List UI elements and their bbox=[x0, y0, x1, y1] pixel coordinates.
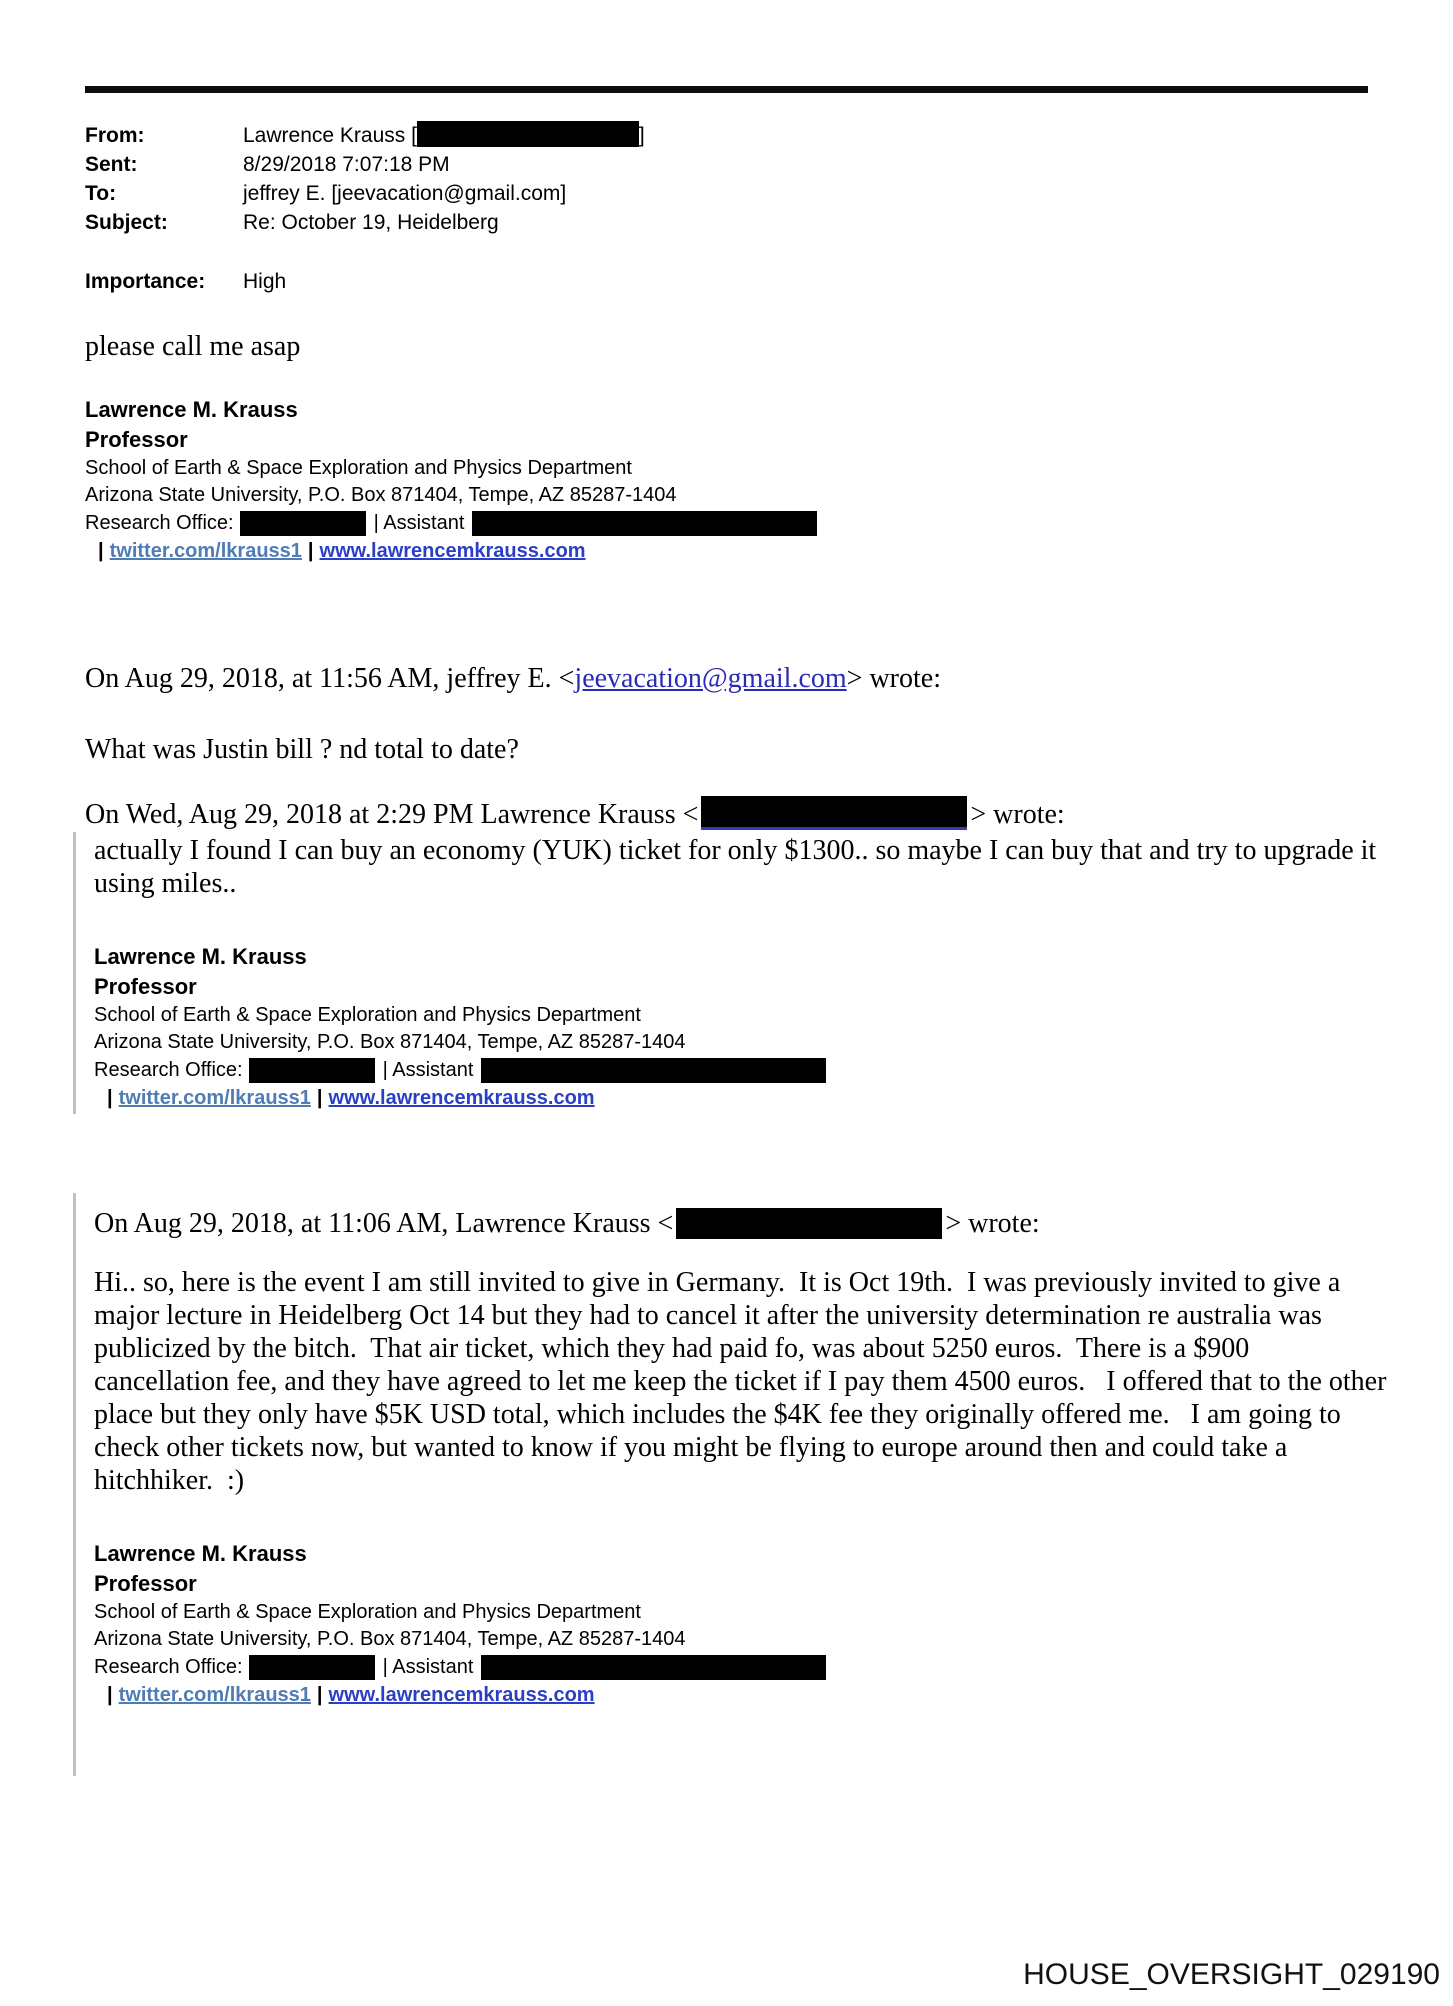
signature-links-line bbox=[94, 1681, 1388, 1709]
signature-block bbox=[94, 1539, 1388, 1709]
links-pipe: | bbox=[107, 1684, 113, 1706]
signature-title: Professor bbox=[94, 974, 197, 999]
signature-name: Lawrence M. Krauss bbox=[94, 944, 307, 969]
redaction-box-from-email bbox=[417, 121, 639, 147]
from-sender-name: Lawrence Krauss [ bbox=[243, 124, 417, 147]
quoted-header-text: On Aug 29, 2018, at 11:56 AM, jeffrey E. < bbox=[85, 663, 575, 694]
email-body-message: please call me asap bbox=[85, 331, 301, 362]
header-row-sent bbox=[85, 150, 1388, 179]
links-pipe: | bbox=[316, 1684, 323, 1706]
header-row-importance bbox=[85, 267, 1388, 296]
quoted-block-krauss-229pm bbox=[73, 832, 1388, 1114]
quoted-header-suffix: > wrote: bbox=[945, 1208, 1040, 1239]
signature-block bbox=[85, 395, 1388, 565]
research-office-label: Research Office: bbox=[94, 1059, 243, 1081]
links-pipe: | bbox=[107, 1087, 113, 1109]
signature-university: Arizona State University, P.O. Box 871404, Tempe, AZ 85287-1404 bbox=[94, 1628, 686, 1650]
website-link[interactable]: www.lawrencemkrauss.com bbox=[328, 1684, 595, 1706]
redaction-box-assistant-info bbox=[481, 1058, 826, 1083]
quoted-header-text: On Aug 29, 2018, at 11:06 AM, Lawrence Krauss < bbox=[94, 1208, 674, 1239]
from-label: From: bbox=[85, 124, 145, 147]
redaction-box-office-phone bbox=[240, 511, 366, 536]
website-link[interactable]: www.lawrencemkrauss.com bbox=[328, 1087, 595, 1109]
signature-university: Arizona State University, P.O. Box 871404, Tempe, AZ 85287-1404 bbox=[94, 1031, 686, 1053]
assistant-label: | Assistant bbox=[382, 1656, 474, 1678]
redaction-box-office-phone bbox=[249, 1058, 375, 1083]
twitter-link[interactable]: twitter.com/lkrauss1 bbox=[118, 1087, 311, 1109]
from-value-suffix: ] bbox=[638, 124, 645, 147]
twitter-link[interactable]: twitter.com/lkrauss1 bbox=[109, 540, 302, 562]
header-row-to bbox=[85, 179, 1388, 208]
redaction-box-assistant-info bbox=[472, 511, 817, 536]
quoted-header-krauss-1106am bbox=[94, 1207, 1388, 1241]
bates-number: HOUSE_OVERSIGHT_029190 bbox=[1023, 1958, 1440, 1991]
header-divider-rule bbox=[85, 86, 1368, 93]
signature-name: Lawrence M. Krauss bbox=[85, 397, 298, 422]
assistant-label: | Assistant bbox=[373, 512, 465, 534]
signature-block bbox=[94, 942, 1388, 1112]
to-label: To: bbox=[85, 182, 117, 205]
signature-title: Professor bbox=[85, 427, 188, 452]
website-link[interactable]: www.lawrencemkrauss.com bbox=[319, 540, 586, 562]
twitter-link[interactable]: twitter.com/lkrauss1 bbox=[118, 1684, 311, 1706]
signature-links-line bbox=[85, 537, 1388, 565]
quoted-message-jeffrey: What was Justin bill ? nd total to date? bbox=[85, 734, 519, 765]
quoted-header-suffix: > wrote: bbox=[970, 799, 1065, 830]
links-pipe: | bbox=[307, 540, 314, 562]
email-address-link[interactable]: jeevacation@gmail.com bbox=[574, 663, 847, 694]
quoted-header-jeffrey bbox=[85, 662, 1388, 696]
signature-office-line bbox=[94, 1653, 1388, 1681]
signature-department: School of Earth & Space Exploration and Physics Department bbox=[85, 457, 632, 479]
header-row-from bbox=[85, 121, 1388, 150]
redaction-box-office-phone bbox=[249, 1655, 375, 1680]
sent-value: 8/29/2018 7:07:18 PM bbox=[243, 153, 450, 176]
subject-value: Re: October 19, Heidelberg bbox=[243, 211, 499, 234]
email-header bbox=[85, 121, 1388, 296]
to-value: jeffrey E. [jeevacation@gmail.com] bbox=[243, 182, 567, 205]
signature-links-line bbox=[94, 1084, 1388, 1112]
signature-office-line bbox=[85, 509, 1388, 537]
signature-department: School of Earth & Space Exploration and Physics Department bbox=[94, 1601, 641, 1623]
redaction-box-krauss-email bbox=[676, 1208, 942, 1239]
email-document-page bbox=[0, 86, 1453, 1776]
importance-value: High bbox=[243, 270, 287, 293]
quoted-header-suffix: > wrote: bbox=[846, 663, 941, 694]
header-row-subject bbox=[85, 208, 1388, 237]
research-office-label: Research Office: bbox=[85, 512, 234, 534]
importance-label: Importance: bbox=[85, 270, 206, 293]
quoted-block-krauss-1106am bbox=[73, 1193, 1394, 1776]
quoted-message-krauss-1106am: Hi.. so, here is the event I am still invited to give in Germany. It is Oct 19th. I was previously invited to give a major lecture in Heidelberg Oct 14 but they had to cancel it after the university determination re australia was publicized by the bitch. That air ticket, which they had paid fo, was about 5250 euros. There is a $900 cancellation fee, and they have agreed to let me keep the ticket if I pay them 4500 euros. I offered that to the other place but they only have $5K USD total, which includes the $4K fee they originally offered me. I am going to check other tickets now, but wanted to know if you might be flying to europe around then and could take a hitchhiker. :) bbox=[94, 1267, 1394, 1496]
assistant-label: | Assistant bbox=[382, 1059, 474, 1081]
signature-office-line bbox=[94, 1056, 1388, 1084]
signature-name: Lawrence M. Krauss bbox=[94, 1541, 307, 1566]
quoted-message-krauss-229pm: actually I found I can buy an economy (YUK) ticket for only $1300.. so maybe I can buy that and try to upgrade it using miles.. bbox=[94, 835, 1384, 899]
research-office-label: Research Office: bbox=[94, 1656, 243, 1678]
subject-label: Subject: bbox=[85, 211, 168, 234]
signature-department: School of Earth & Space Exploration and Physics Department bbox=[94, 1004, 641, 1026]
signature-university: Arizona State University, P.O. Box 871404, Tempe, AZ 85287-1404 bbox=[85, 484, 677, 506]
sent-label: Sent: bbox=[85, 153, 138, 176]
from-value bbox=[243, 121, 645, 150]
signature-title: Professor bbox=[94, 1571, 197, 1596]
links-pipe: | bbox=[98, 540, 104, 562]
redaction-box-krauss-email bbox=[701, 796, 967, 830]
redaction-box-assistant-info bbox=[481, 1655, 826, 1680]
links-pipe: | bbox=[316, 1087, 323, 1109]
quoted-header-text: On Wed, Aug 29, 2018 at 2:29 PM Lawrence Krauss < bbox=[85, 799, 699, 830]
quoted-header-krauss-229pm bbox=[85, 796, 1388, 832]
